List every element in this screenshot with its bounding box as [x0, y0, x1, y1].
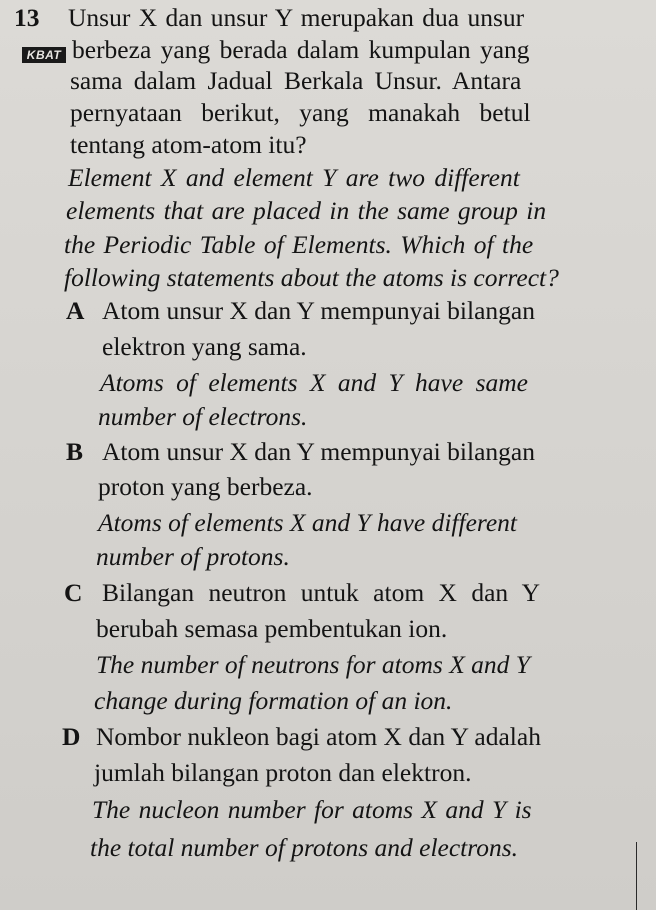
question-english-line: following statements about the atoms is correct?: [64, 263, 559, 292]
question-english-line: Element X and element Y are two different: [68, 163, 520, 192]
option-english-line: The nucleon number for atoms X and Y is: [92, 795, 532, 824]
question-malay-line: sama dalam Jadual Berkala Unsur. Antara: [70, 66, 522, 95]
option-english-line: number of electrons.: [98, 402, 308, 431]
option-malay-line: elektron yang sama.: [102, 332, 307, 361]
question-malay-line: berbeza yang berada dalam kumpulan yang: [72, 35, 530, 64]
option-english-line: The number of neutrons for atoms X and Y: [96, 650, 530, 679]
page-edge-rule: [636, 842, 637, 910]
question-number: 13: [14, 3, 40, 32]
option-letter: D: [62, 722, 81, 751]
option-letter: A: [66, 296, 85, 325]
option-malay-line: Atom unsur X dan Y mempunyai bilangan: [102, 296, 535, 325]
option-malay-line: berubah semasa pembentukan ion.: [96, 614, 448, 643]
option-letter: B: [66, 437, 84, 466]
option-english-line: the total number of protons and electrons.: [90, 833, 519, 862]
option-english-line: Atoms of elements X and Y have same: [100, 368, 528, 397]
question-malay-line: tentang atom-atom itu?: [70, 130, 307, 159]
kbat-badge: KBAT: [22, 47, 66, 63]
option-malay-line: Nombor nukleon bagi atom X dan Y adalah: [96, 722, 541, 751]
question-english-line: elements that are placed in the same group in: [66, 196, 547, 225]
question-english-line: the Periodic Table of Elements. Which of the: [64, 230, 534, 259]
question-malay-line: Unsur X dan unsur Y merupakan dua unsur: [68, 3, 525, 32]
option-malay-line: proton yang berbeza.: [98, 472, 313, 501]
option-malay-line: Bilangan neutron untuk atom X dan Y: [102, 578, 540, 607]
option-letter: C: [64, 578, 83, 607]
question-malay-line: pernyataan berikut, yang manakah betul: [70, 98, 531, 127]
option-english-line: change during formation of an ion.: [94, 686, 453, 715]
option-malay-line: Atom unsur X dan Y mempunyai bilangan: [102, 437, 535, 466]
option-malay-line: jumlah bilangan proton dan elektron.: [94, 758, 472, 787]
option-english-line: number of protons.: [96, 542, 290, 571]
option-english-line: Atoms of elements X and Y have different: [98, 508, 518, 537]
